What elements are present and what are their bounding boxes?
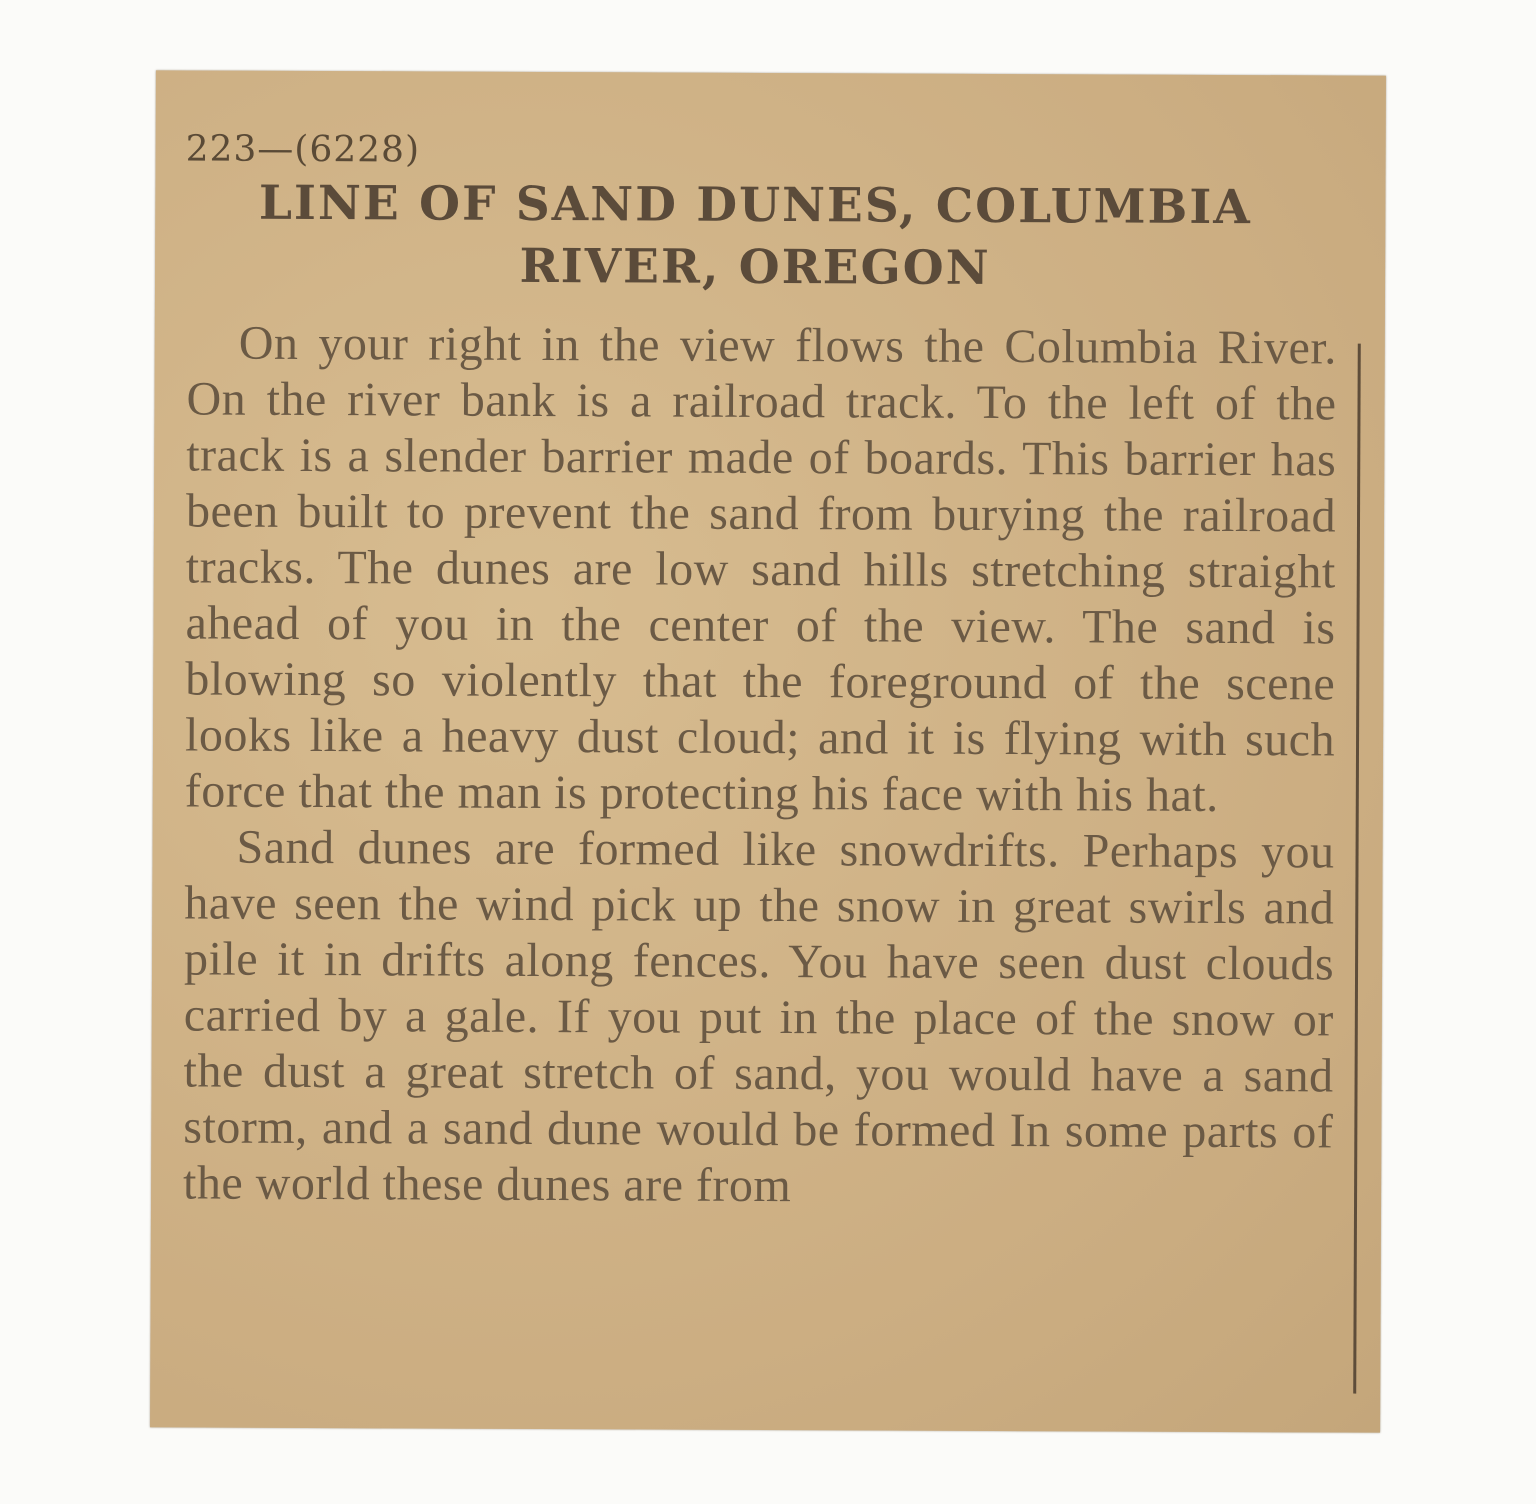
- card-title-line-1: LINE OF SAND DUNES, COLUMBIA: [258, 175, 1252, 236]
- card-title-line-2: RIVER, OREGON: [519, 238, 991, 296]
- column-rule: [1353, 344, 1361, 1394]
- paragraph-1: On your right in the view flows the Columbia River. On the river bank is a railroad track. To the left of the track is a slender barrier made of boards. This barrier has been built to prevent the sand from burying the railroad tracks. The dunes are low sand hills stretching straight ahead of you in the center of the view. The sand is blowing so violently that the foreground of the scene looks like a heavy dust cloud; and it is flying with such force that the man is protecting his face with his hat.: [184, 316, 1337, 822]
- card-title: [225, 173, 1286, 302]
- stereoview-caption-card: [150, 70, 1386, 1432]
- paragraph-2: Sand dunes are formed like snowdrifts. Perhaps you have seen the wind pick up the snow in great swirls and pile it in drifts along fences. You have seen dust clouds carried by a gale. If you put in the place of the snow or the dust a great stretch of sand, you would have a sand storm, and a sand dune would be formed In some parts of the world these dunes are from: [182, 820, 1335, 1213]
- catalog-number: 223—(6228): [185, 128, 421, 171]
- card-body: [183, 315, 1337, 1216]
